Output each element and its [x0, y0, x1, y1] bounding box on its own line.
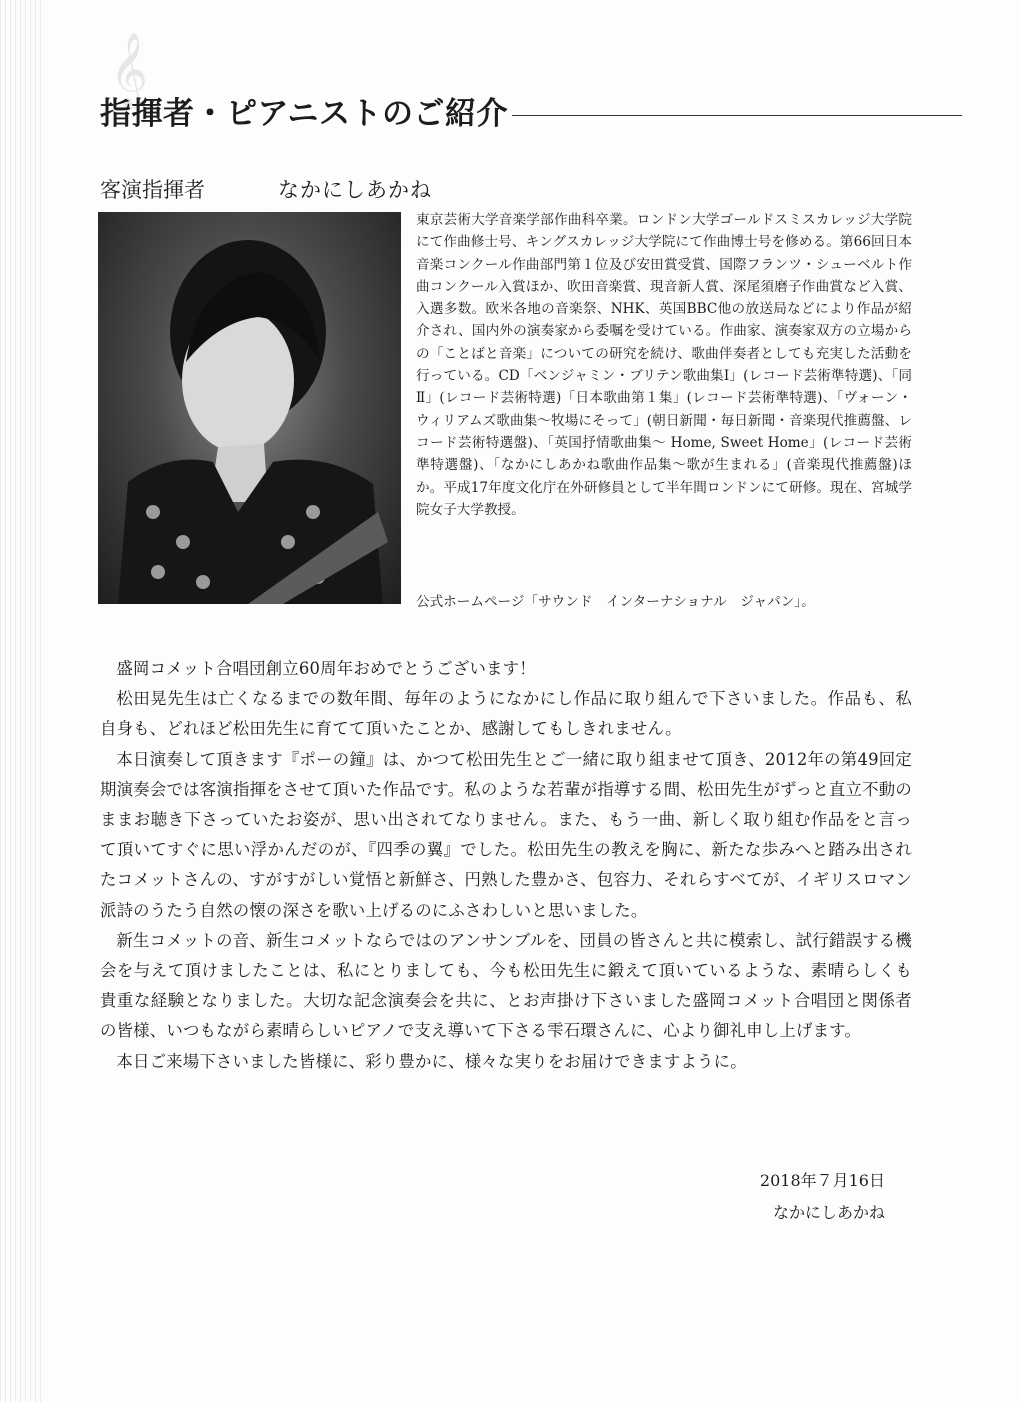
conductor-portrait-photo [98, 212, 401, 604]
conductor-biography: 東京芸術大学音楽学部作曲科卒業。ロンドン大学ゴールドスミスカレッジ大学院にて作曲修士号、キングスカレッジ大学院にて作曲博士号を修める。第66回日本音楽コンクール作曲部門第１位及び安田賞受賞、国際フランツ・シューベルト作曲コンクール入賞ほか、吹田音楽賞、現音新人賞、深尾須磨子作曲賞など入賞、入選多数。欧米各地の音楽祭、NHK、英国BBC他の放送局などにより作品が紹介され、国内外の演奏家から委嘱を受けている。作曲家、演奏家双方の立場からの「ことばと音楽」についての研究を続け、歌曲伴奏者としても充実した活動を行っている。CD「ベンジャミン・ブリテン歌曲集Ⅰ」(レコード芸術準特選)、「同Ⅱ」(レコード芸術特選)「日本歌曲第１集」(レコード芸術準特選)、「ヴォーン・ウィリアムズ歌曲集～牧場にそって」(朝日新聞・毎日新聞・音楽現代推薦盤、レコード芸術特選盤)、「英国抒情歌曲集～ Home, Sweet Home」(レコード芸術準特選盤)、「なかにしあかね歌曲作品集～歌が生まれる」(音楽現代推薦盤)ほか。平成17年度文化庁在外研修員として半年間ロンドンにて研修。現在、宮城学院女子大学教授。 [416, 212, 912, 518]
page-binding-stripes [0, 0, 42, 1402]
message-letter [100, 654, 912, 1077]
letter-date: 2018年７月16日 [759, 1171, 885, 1190]
official-homepage-note: 公式ホームページ「サウンド インターナショナル ジャパン」。 [416, 594, 815, 610]
letter-paragraph: 新生コメットの音、新生コメットならではのアンサンブルを、団員の皆さんと共に模索し、試行錯誤する機会を与えて頂けましたことは、私にとりましても、今も松田先生に鍛えて頂いているような、素晴らしくも貴重な経験となりました。大切な記念演奏会を共に、とお声掛け下さいました盛岡コメット合唱団と関係者の皆様、いつもながら素晴らしいピアノで支え導いて下さる雫石環さんに、心より御礼申し上げます。 [100, 930, 912, 1041]
letter-paragraph: 本日演奏して頂きます『ポーの鐘』は、かつて松田先生とご一緒に取り組ませて頂き、2012年の第49回定期演奏会では客演指揮をさせて頂いた作品です。私のような若輩が指導する間、松田先生がずっと直立不動のままお聴き下さっていたお姿が、思い出されてなりません。また、もう一曲、新しく取り組む作品をと言って頂いてすぐに思い浮かんだのが、『四季の翼』でした。松田先生の教えを胸に、新たな歩みへと踏み出されたコメットさんの、すがすがしい覚悟と新鮮さ、円熟した豊かさ、包容力、それらすべてが、イギリスロマン派詩のうたう自然の懐の深さを歌い上げるのにふさわしいと思いました。 [100, 749, 912, 920]
conductor-name: なかにしあかね [278, 178, 432, 202]
page-title: 指揮者・ピアニストのご紹介 [100, 96, 508, 132]
conductor-role: 客演指揮者 [100, 178, 205, 202]
title-rule [512, 115, 962, 116]
letter-paragraph: 松田晃先生は亡くなるまでの数年間、毎年のようになかにし作品に取り組んで下さいました。作品も、私自身も、どれほど松田先生に育てて頂いたことか、感謝してもしきれません。 [100, 689, 912, 739]
letter-paragraph: 本日ご来場下さいました皆様に、彩り豊かに、様々な実りをお届けできますように。 [116, 1051, 747, 1071]
letter-paragraph: 盛岡コメット合唱団創立60周年おめでとうございます！ [116, 659, 536, 678]
treble-clef-watermark-icon: 𝄞 [110, 33, 148, 107]
letter-signature: なかにしあかね [772, 1203, 885, 1222]
